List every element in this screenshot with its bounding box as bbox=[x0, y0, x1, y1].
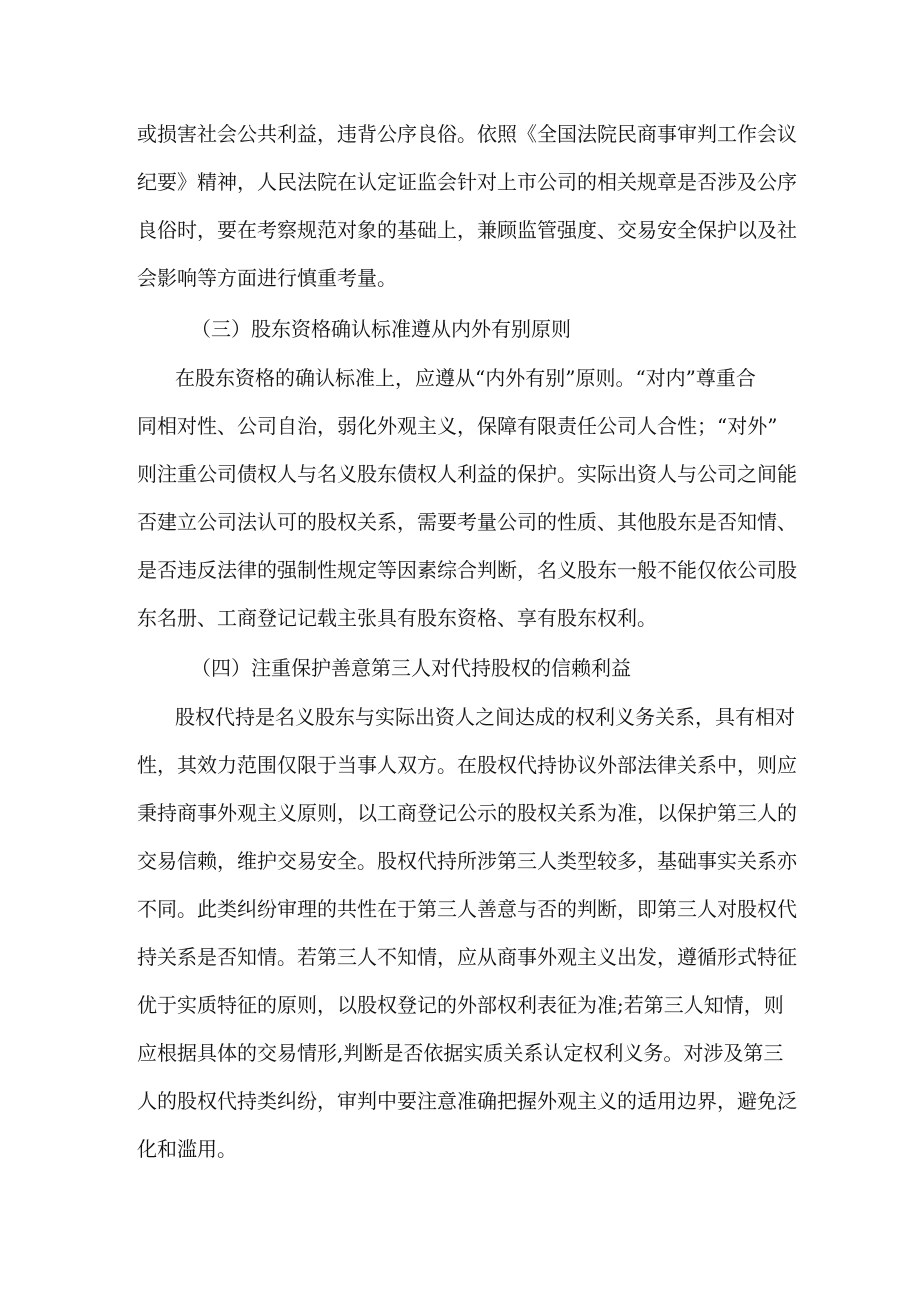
paragraph-1-line-4: 会影响等方面进行慎重考量。 bbox=[137, 266, 397, 290]
paragraph-2-line-2: 同相对性、公司自治，弱化外观主义，保障有限责任公司人合性；“对外” bbox=[137, 414, 778, 438]
paragraph-3-line-2: 性，其效力范围仅限于当事人双方。在股权代持协议外部法律关系中，则应 bbox=[137, 753, 797, 777]
paragraph-3-line-4: 交易信赖，维护交易安全。股权代持所涉第三人类型较多，基础事实关系亦 bbox=[137, 849, 797, 873]
paragraph-3-line-10: 化和滥用。 bbox=[137, 1137, 237, 1161]
paragraph-3-line-7: 优于实质特征的原则，以股权登记的外部权利表征为准;若第三人知情，则 bbox=[137, 993, 784, 1017]
paragraph-2-line-6: 东名册、工商登记记载主张具有股东资格、享有股东权利。 bbox=[137, 606, 657, 630]
paragraph-3-line-9: 人的股权代持类纠纷，审判中要注意准确把握外观主义的适用边界，避免泛 bbox=[137, 1089, 797, 1113]
paragraph-3-line-5: 不同。此类纠纷审理的共性在于第三人善意与否的判断，即第三人对股权代 bbox=[137, 897, 797, 921]
paragraph-3-line-6: 持关系是否知情。若第三人不知情，应从商事外观主义出发，遵循形式特征 bbox=[137, 945, 797, 969]
paragraph-2-line-3: 则注重公司债权人与名义股东债权人利益的保护。实际出资人与公司之间能 bbox=[137, 462, 797, 486]
paragraph-1-line-1: 或损害社会公共利益，违背公序良俗。依照《全国法院民商事审判工作会议 bbox=[137, 122, 797, 146]
paragraph-3-line-1: 股权代持是名义股东与实际出资人之间达成的权利义务关系，具有相对 bbox=[175, 705, 795, 729]
section-heading-3: （三）股东资格确认标准遵从内外有别原则 bbox=[191, 317, 571, 341]
section-heading-4: （四）注重保护善意第三人对代持股权的信赖利益 bbox=[191, 656, 631, 680]
paragraph-1-line-2: 纪要》精神，人民法院在认定证监会针对上市公司的相关规章是否涉及公序 bbox=[137, 170, 797, 194]
paragraph-2-line-1: 在股东资格的确认标准上，应遵从“内外有别”原则。“对内”尊重合 bbox=[175, 366, 756, 390]
paragraph-1-line-3: 良俗时，要在考察规范对象的基础上，兼顾监管强度、交易安全保护以及社 bbox=[137, 218, 797, 242]
paragraph-3-line-3: 秉持商事外观主义原则，以工商登记公示的股权关系为准，以保护第三人的 bbox=[137, 801, 797, 825]
paragraph-3-line-8: 应根据具体的交易情形,判断是否依据实质关系认定权利义务。对涉及第三 bbox=[137, 1041, 784, 1065]
paragraph-2-line-5: 是否违反法律的强制性规定等因素综合判断，名义股东一般不能仅依公司股 bbox=[137, 558, 797, 582]
paragraph-2-line-4: 否建立公司法认可的股权关系，需要考量公司的性质、其他股东是否知情、 bbox=[137, 510, 797, 534]
